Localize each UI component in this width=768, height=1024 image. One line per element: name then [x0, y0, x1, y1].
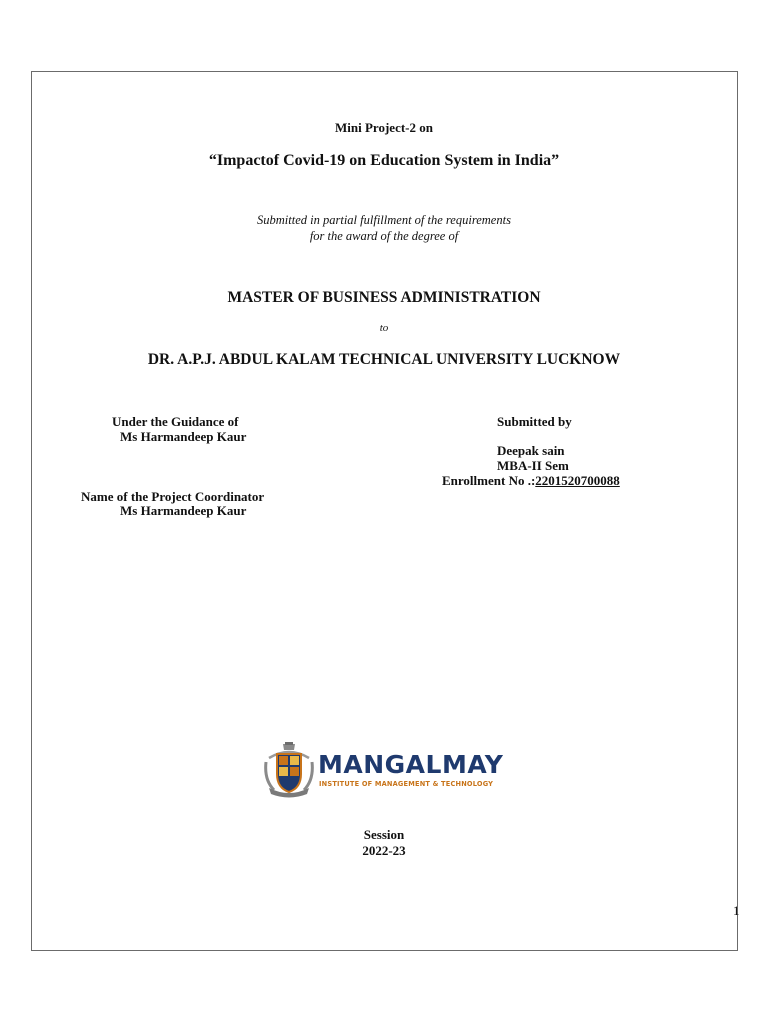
logo-wordmark: MANGALMAY	[318, 750, 504, 779]
coordinator-name: Ms Harmandeep Kaur	[120, 503, 247, 518]
crest-icon	[263, 742, 315, 798]
project-title: “Impactof Covid-19 on Education System in India”	[208, 152, 560, 169]
submission-line-2: for the award of the degree of	[309, 229, 459, 243]
degree-name: MASTER OF BUSINESS ADMINISTRATION	[227, 289, 541, 306]
institute-logo	[263, 742, 523, 798]
logo-tagline: INSTITUTE OF MANAGEMENT & TECHNOLOGY	[319, 780, 494, 788]
coordinator-label: Name of the Project Coordinator	[81, 489, 265, 504]
guide-name: Ms Harmandeep Kaur	[120, 429, 247, 444]
submission-line-1: Submitted in partial fulfillment of the requirements	[257, 213, 511, 227]
session-label: Session	[363, 827, 405, 842]
project-label: Mini Project-2 on	[335, 120, 433, 135]
enrollment-label: Enrollment No .:	[442, 473, 536, 488]
to-word: to	[379, 322, 389, 334]
student-name: Deepak sain	[497, 443, 565, 458]
page-number: 1	[733, 903, 740, 918]
student-course: MBA-II Sem	[497, 458, 569, 473]
enrollment-number: 2201520700088	[535, 473, 620, 488]
guidance-label: Under the Guidance of	[112, 414, 239, 429]
university-name: DR. A.P.J. ABDUL KALAM TECHNICAL UNIVERSITY LUCKNOW	[147, 351, 621, 368]
enrollment-line	[442, 473, 620, 489]
submitted-by-label: Submitted by	[497, 414, 572, 429]
session-value: 2022-23	[362, 843, 406, 858]
